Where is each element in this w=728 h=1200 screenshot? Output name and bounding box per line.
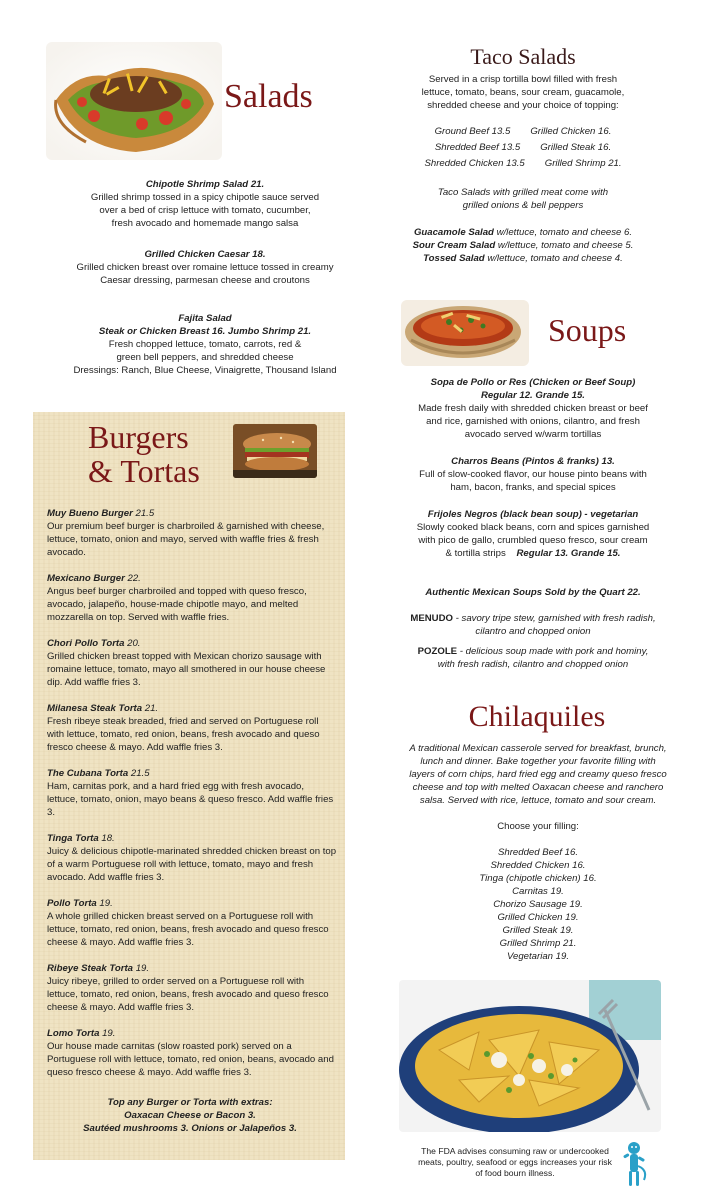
fillings-list [388, 846, 688, 963]
filling-item: Carnitas 19. [512, 886, 564, 897]
salad-item-prices: Steak or Chicken Breast 16. Jumbo Shrimp 21. [98, 326, 312, 337]
soup-item-name: Frijoles Negros (black bean soup) - vegetarian [427, 509, 639, 520]
soup-item-sizes: Regular 13. Grande 15. [516, 548, 621, 559]
intro-line: lunch and dinner. Bake together your favorite filling with [420, 756, 656, 767]
salad-item-desc: Dressings: Ranch, Blue Cheese, Vinaigrette, Thousand Island [73, 365, 337, 376]
extra-desc: w/lettuce, tomato and cheese 5. [495, 240, 634, 251]
taco-option: Shredded Beef 13.5 [434, 142, 521, 153]
burgers-heading-line: & Tortas [88, 453, 200, 489]
filling-item: Grilled Steak 19. [502, 925, 574, 936]
note-line: grilled onions & bell peppers [462, 200, 584, 211]
filling-item: Grilled Shrimp 21. [499, 938, 577, 949]
chilaquiles-intro [388, 742, 688, 807]
menu-item [47, 702, 337, 754]
extra-item [388, 252, 658, 265]
extra-item [388, 239, 658, 252]
intro-line: lettuce, tomato, beans, sour cream, guacamole, [421, 87, 625, 98]
taco-option: Grilled Shrimp 21. [544, 158, 622, 169]
taco-salads-heading: Taco Salads [470, 44, 576, 69]
filling-item: Tinga (chipotle chicken) 16. [479, 873, 597, 884]
extra-name: Tossed Salad [423, 253, 485, 264]
menu-item-desc: A whole grilled chicken breast served on a Portuguese roll with lettuce, tomato, red onion, beans, fresh avocado and queso fresco cheese & mayo. Add waffle fries 3. [47, 911, 329, 948]
menu-item [47, 572, 337, 624]
soup-item-sizes: Regular 12. Grande 15. [481, 390, 585, 401]
menu-item-desc: Grilled chicken breast topped with Mexican chorizo sausage with romaine lettuce, tomato, mayo all smothered in our house cheese dip. Add waffle fries 3. [47, 651, 326, 688]
menu-item [47, 962, 337, 1014]
taco-salad-photo [46, 42, 222, 160]
soup-item-desc: - delicious soup made with pork and hominy, [457, 646, 649, 657]
intro-line: cheese and top with melted Oaxacan cheese and ranchero [412, 782, 664, 793]
menu-item [47, 832, 337, 884]
menu-item-price: 19. [99, 1028, 116, 1039]
menu-item-desc: Our premium beef burger is charbroiled & garnished with cheese, lettuce, tomato, onion and mayo, served with waffle fries & fresh avocado. [47, 521, 325, 558]
menu-item-name: Mexicano Burger [47, 573, 125, 584]
taco-option: Grilled Steak 16. [540, 142, 612, 153]
menu-item-price: 18. [98, 833, 115, 844]
burgers-heading-line: Burgers [88, 419, 189, 455]
soups-heading: Soups [548, 312, 627, 348]
menu-item [47, 1027, 337, 1079]
turquoise-mascot-icon [620, 1140, 648, 1190]
menu-item-desc: Fresh ribeye steak breaded, fried and served on Portuguese roll with lettuce, tomato, red onion, beans, fresh avocado and queso fresco cheese & mayo. Add waffle fries 3. [47, 716, 320, 753]
burgers-heading [88, 420, 200, 488]
soup-item-desc: Slowly cooked black beans, corn and spices garnished [416, 522, 650, 533]
menu-item-name: Pollo Torta [47, 898, 97, 909]
salad-item-name: Fajita Salad [178, 313, 232, 324]
taco-note [392, 186, 654, 212]
soup-item-name: Sopa de Pollo or Res (Chicken or Beef Soup) [430, 377, 636, 388]
extra-desc: w/lettuce, tomato and cheese 4. [484, 253, 623, 264]
salad-item [40, 178, 370, 230]
salad-item-desc: Grilled chicken breast over romaine lettuce tossed in creamy [76, 262, 334, 273]
soup-item-name: MENUDO [410, 613, 453, 624]
extra-desc: w/lettuce, tomato and cheese 6. [493, 227, 633, 238]
soup-item-desc: Made fresh daily with shredded chicken breast or beef [418, 403, 648, 414]
menu-item-desc: Juicy & delicious chipotle-marinated shredded chicken breast on top of a warm Portuguese roll with lettuce, tomato, mayo and fresh avocado. Add waffle fries 3. [47, 846, 337, 883]
menu-item-desc: Juicy ribeye, grilled to order served on a Portuguese roll with lettuce, tomato, red onion, beans, fresh avocado and queso fresco cheese & mayo. Add waffle fries 3. [47, 976, 329, 1013]
soup-item-desc: & tortilla strips [445, 548, 506, 559]
menu-item-price: 22. [124, 573, 141, 584]
intro-line: Served in a crisp tortilla bowl filled with fresh [428, 74, 618, 85]
soup-item-desc: ham, bacon, franks, and special spices [450, 482, 616, 493]
chilaquiles-photo [399, 980, 661, 1132]
menu-item-price: 20. [124, 638, 141, 649]
soup-item [398, 612, 668, 638]
taco-extras [388, 226, 658, 265]
chilaquiles-heading: Chilaquiles [468, 700, 606, 733]
extra-item [388, 226, 658, 239]
soup-item-desc: with fresh radish, cilantro and chopped onion [437, 659, 629, 670]
intro-line: salsa. Served with rice, lettuce, tomato and sour cream. [419, 795, 657, 806]
menu-item [47, 507, 337, 559]
torta-photo [233, 424, 317, 478]
menu-item-name: Milanesa Steak Torta [47, 703, 143, 714]
menu-item-price: 19. [96, 898, 113, 909]
menu-item-desc: Angus beef burger charbroiled and topped with queso fresco, avocado, jalapeño, house-made chipotle mayo, and melted mozzarella on top. Served with waffle fries. [47, 586, 307, 623]
menu-item-price: 19. [133, 963, 150, 974]
salads-heading: Salads [224, 78, 313, 115]
extras-line: Sautéed mushrooms 3. Onions or Jalapeños 3. [83, 1123, 297, 1134]
salad-item-desc: fresh avocado and homemade mango salsa [111, 218, 299, 229]
soup-item [398, 455, 668, 494]
filling-item: Shredded Chicken 16. [490, 860, 586, 871]
soup-item [398, 645, 668, 671]
salad-item-desc: Fresh chopped lettuce, tomato, carrots, red & [108, 339, 302, 350]
taco-option: Shredded Chicken 13.5 [424, 158, 525, 169]
menu-item-price: 21. [142, 703, 159, 714]
soup-item-desc: cilantro and chopped onion [475, 626, 591, 637]
intro-line: shredded cheese and your choice of topping: [427, 100, 619, 111]
salad-item-name: Chipotle Shrimp Salad 21. [145, 179, 265, 190]
menu-item-desc: Ham, carnitas pork, and a hard fried egg with fresh avocado, lettuce, tomato, onion, mayo beans & queso fresco. Add waffle fries 3. [47, 781, 334, 818]
intro-line: A traditional Mexican casserole served for breakfast, brunch, [409, 743, 667, 754]
extra-name: Guacamole Salad [413, 227, 494, 238]
authentic-soups: Authentic Mexican Soups Sold by the Quart 22. [425, 587, 641, 598]
fda-advisory: The FDA advises consuming raw or undercooked meats, poultry, seafood or eggs increases your risk of food bourn illness. [418, 1146, 612, 1178]
burger-extras [40, 1096, 340, 1135]
menu-item [47, 767, 337, 819]
menu-item-name: Chori Pollo Torta [47, 638, 125, 649]
soup-item-desc: avocado served w/warm tortillas [464, 429, 602, 440]
note-line: Taco Salads with grilled meat come with [437, 187, 609, 198]
choose-filling: Choose your filling: [497, 821, 579, 832]
taco-option: Grilled Chicken 16. [530, 126, 612, 137]
filling-item: Grilled Chicken 19. [497, 912, 579, 923]
salad-item-desc: green bell peppers, and shredded cheese [116, 352, 294, 363]
menu-item-name: Tinga Torta [47, 833, 99, 844]
soup-item-desc: with pico de gallo, crumbled queso fresco, sour cream [418, 535, 648, 546]
salad-item-name: Grilled Chicken Caesar 18. [144, 249, 266, 260]
salad-item [40, 248, 370, 287]
menu-item-price: 21.5 [128, 768, 150, 779]
extras-title: Top any Burger or Torta with extras: [107, 1097, 273, 1108]
soup-item [398, 508, 668, 560]
soup-photo [401, 300, 529, 366]
salad-item-desc: Caesar dressing, parmesan cheese and croutons [100, 275, 310, 286]
soup-item-name: Charros Beans (Pintos & franks) 13. [451, 456, 615, 467]
salad-item-desc: Grilled shrimp tossed in a spicy chipotle sauce served [90, 192, 320, 203]
menu-item [47, 637, 337, 689]
salad-item [40, 312, 370, 377]
menu-item-name: Muy Bueno Burger [47, 508, 133, 519]
extras-line: Oaxacan Cheese or Bacon 3. [124, 1110, 256, 1121]
taco-salads-intro [392, 73, 654, 112]
menu-item [47, 897, 337, 949]
taco-option: Ground Beef 13.5 [434, 126, 511, 137]
menu-item-name: The Cubana Torta [47, 768, 129, 779]
menu-item-price: 21.5 [132, 508, 155, 519]
menu-item-desc: Our house made carnitas (slow roasted pork) served on a Portuguese roll with lettuce, tomato, red onion, beans, avocado and queso fresco cheese & mayo. Add waffle fries 3. [47, 1041, 334, 1078]
menu-item-name: Ribeye Steak Torta [47, 963, 134, 974]
soup-item-desc: and rice, garnished with onions, cilantro, and fresh [426, 416, 640, 427]
soup-item-desc: - savory tripe stew, garnished with fresh radish, [453, 613, 656, 624]
filling-item: Shredded Beef 16. [497, 847, 578, 858]
filling-item: Chorizo Sausage 19. [493, 899, 583, 910]
intro-line: layers of corn chips, hard fried egg and creamy queso fresco [409, 769, 667, 780]
menu-item-name: Lomo Torta [47, 1028, 100, 1039]
soup-item-name: POZOLE [417, 646, 458, 657]
taco-options [392, 125, 654, 170]
salad-item-desc: over a bed of crisp lettuce with tomato, cucumber, [99, 205, 311, 216]
soup-item-desc: Full of slow-cooked flavor, our house pinto beans with [419, 469, 647, 480]
filling-item: Vegetarian 19. [506, 951, 570, 962]
extra-name: Sour Cream Salad [412, 240, 496, 251]
soup-item [398, 376, 668, 441]
